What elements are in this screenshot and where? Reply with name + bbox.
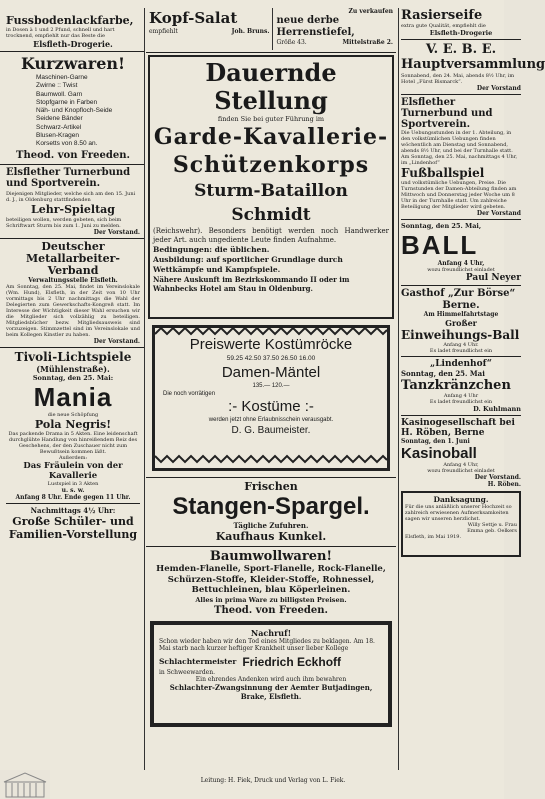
sturm-title: Sturm-Bataillon Schmidt [194, 181, 348, 225]
zufuhren-text: Tägliche Zufuhren. [233, 521, 309, 530]
tanz-anfang: Anfang 4 Uhr [443, 393, 479, 399]
kunkel-name: Kaufhaus Kunkel. [215, 530, 327, 543]
damen-title: Damen-Mäntel [221, 364, 321, 381]
preise-kostuemroecke: 59.25 42.50 37.50 26.50 16.00 [226, 355, 316, 362]
ausverkauft-text: werden jetzt ohne Erlaubnisschein verausgabt. [208, 417, 334, 423]
herrenstiefel-text: neue derbe Herrenstiefel, [276, 15, 355, 38]
tanz-einl: Es ladet freundlichst ein [429, 399, 493, 405]
fussball-text: und volkstümliche Uebungen, Preise. Die Turnstunden der Damen-Abteilung finden am Mittwoch und Donnerstag jeder Woche um 8 Uhr in der Turnhalle statt. Um zahlreiche Beteiligung der Mitglieder wird gebeten. [401, 180, 517, 210]
andenken-text: Ein ehrendes Andenken wird auch ihm bewahren [195, 675, 347, 683]
einweihung-title: Einweihungs-Ball [401, 328, 520, 342]
kasino-anfang: Anfang 4 Uhr, [443, 462, 479, 468]
kurzwaren-title: Kurzwaren! [20, 54, 126, 73]
eckhoff-name: Friedrich Eckhoff [242, 654, 342, 669]
column-center [146, 0, 396, 727]
danksagung-box [401, 491, 521, 557]
ball-title: BALL [401, 230, 479, 260]
list-item: Stopfgarne in Farben [36, 98, 98, 106]
turner2-sign: Der Vorstand [476, 210, 521, 217]
list-item: Zwirne :: Twist [36, 82, 78, 90]
dank-place: Elsfleth, im Mai 1919. [405, 534, 462, 540]
turner2-title: Elsflether Turnerbund und Sportverein. [401, 97, 493, 130]
kopfsalat-title: Kopf-Salat [149, 9, 238, 27]
lindenhof-title: „Lindenhof“ [430, 359, 492, 369]
spieltag-title: Lehr-Spieltag [31, 202, 115, 216]
nachruf-title: Nachruf! [250, 627, 292, 638]
baumwoll-text: Hemden-Flanelle, Sport-Flanelle, Rock-Flanelle, Schürzen-Stoffe, Kleider-Stoffe, Rohnessel, Bettuchleinen, blau Köperleinen. [156, 564, 386, 595]
preiswerte-title: Preiswerte Kostümröcke [189, 336, 353, 353]
ball-einl: wozu freundlichst einladet [427, 267, 495, 273]
tanz-title: Tanzkränzchen [401, 378, 511, 393]
garde-title: Garde-Kavallerie- [153, 124, 389, 150]
kasino-sign2: H. Röben. [487, 481, 521, 488]
stellung-ad [148, 55, 394, 319]
baumwoll-sub: Alles in prima Ware zu billigsten Preisen. [195, 595, 347, 604]
lind-date: Sonntag, den 25. Mai [401, 369, 485, 378]
himmel-text: Am Himmelfahrtstage [423, 311, 499, 318]
ball-date: Sonntag, den 25. Mai, [401, 222, 482, 230]
rasier-text: extra gute Qualität, empfiehlt die [401, 23, 486, 29]
dauernde-title: Dauernde Stellung [205, 58, 337, 115]
column-rule [144, 8, 145, 770]
turner-text: Diejenigen Mitglieder, welche sich am den 15. Juni d. J., in Oldenburg stattfindenden [6, 190, 136, 203]
ausbildung-text: Ausbildung: auf sportlicher Grundlage durch Wettkämpfe und Kampfspiele. [153, 255, 343, 274]
turner-sign: Der Vorstand. [93, 228, 140, 236]
schweewarden-text: in Schweewarden. [159, 668, 216, 676]
bedingungen-text: Bedingungen: die üblichen. [153, 245, 270, 254]
list-item: Seidene Bänder [36, 115, 83, 123]
anfang-text: Anfang 8 Uhr. Ende gegen 11 Uhr. [15, 493, 131, 501]
reichswehr-text: (Reichswehr). Besonders benötigt werden noch Handwerker jeder Art. auch ungediente Leute finden Aufnahme. [153, 227, 389, 244]
dank-name2: Emma geb. Oelkers [467, 528, 517, 534]
spargel-title: Stangen-Spargel. [172, 493, 370, 520]
mittelstrasse-text: Mittelstraße 2. [342, 39, 393, 46]
verband-sign: Der Vorstand. [93, 337, 140, 345]
list-item: Baumwoll. Garn [36, 90, 83, 98]
nachm-text: Nachmittags 4½ Uhr: [30, 505, 116, 515]
vorraetig-text: Die noch vorrätigen [163, 391, 216, 397]
neyer-name: Paul Neyer [465, 273, 521, 283]
ball-anfang: Anfang 4 Uhr, [437, 260, 485, 267]
usw: u. s. w. [61, 486, 85, 494]
kavallerie-title: Das Fräulein von der Kavallerie [23, 460, 123, 481]
nachruf-ad [150, 621, 392, 727]
list-item: Schwarz-Artikel [36, 123, 82, 131]
kavallerie-sub: Lustspiel in 3 Akten [47, 480, 99, 487]
fussboden-title: Fussbodenlackfarbe, [6, 14, 134, 27]
verkaufen-text: Zu verkaufen [348, 8, 393, 15]
footer-impressum: Leitung: H. Fiek, Druck und Verlag von L. Fiek. [200, 777, 346, 784]
baumwoll-title: Baumwollwaren! [209, 549, 333, 564]
groesse-text: Größe 43. [276, 39, 307, 46]
auskunft-text: Nähere Auskunft im Bezirkskommando II oder im Wahnbecks Hotel am Stau in Oldenburg. [153, 275, 350, 293]
verband-title: Deutscher Metallarbeiter-Verband [26, 239, 120, 277]
baumeister-ad [152, 325, 390, 471]
schlachter-text: Schlachtermeister [159, 657, 237, 666]
list-item: Näh- und Knopfloch-Seide [36, 107, 113, 115]
kasino-sign: Der Vorstand. [474, 474, 521, 481]
kuhlmann-name: D. Kuhlmann [473, 405, 521, 413]
kasino-date: Sonntag, den 1. Juni [401, 438, 470, 445]
rasierseife-title: Rasierseife [401, 8, 483, 23]
baumwoll-shop: Theod. von Freeden. [214, 604, 328, 616]
library-building-logo [0, 770, 50, 799]
verband-text: Am Sonntag, den 25. Mai, findet im Vereinslokale (Wm. Hund), Elsfleth, in der Zeit von 10 Uhr vormittags bis 2 Uhr nachmittags die Wahl der Delegierten zum Gewerkschafts-Kongreß statt. Im Interesse der Wichtigkeit dieser Wahl ersuchen wir die Mitglieder sich vollzählig zu beteiligen. Mitgliedsbücher bezw. Mitgliedsausweis sind vorzuzeigen. Stimmzettel sind im Vereinslokale und beim Kollegen Kinstler zu haben. [6, 283, 140, 338]
kurzwaren-shop: Theod. von Freeden. [16, 149, 130, 161]
gasthof-title: Gasthof „Zur Börse“ [401, 288, 516, 299]
mania-sub: die neue Schöpfung [47, 411, 99, 418]
kasinoball-title: Kasinoball [401, 445, 477, 462]
verband-sub: Verwaltungsstelle Elsfleth. [28, 276, 118, 284]
dank-name: Willy Settje u. Frau [467, 522, 517, 528]
kurzwaren-list [6, 74, 140, 149]
haupt-text: Sonnabend, den 24. Mai, abends 8½ Uhr, im Hotel „Fürst Bismarck“. [401, 73, 515, 85]
turner-title: Elsflether Turnerbund und Sportverein. [6, 166, 131, 189]
kopfsalat-name: Joh. Bruns. [231, 28, 270, 35]
frischen-text: Frischen [244, 480, 298, 493]
list-item: Maschinen-Garne [36, 74, 88, 81]
schueler-title: Große Schüler- und Familien-Vorstellung [8, 514, 138, 541]
nachruf-text: Schon wieder haben wir den Tod eines Mitgliedes zu beklagen. Am 18. Mai starb nach kurzer heftiger Krankheit unser lieber Kollege [159, 637, 375, 652]
kasino-einl: wozu freundlichst einladet [427, 468, 495, 474]
turner2-text: Die Uebungsstunden in der 1. Abteilung, in den volkstümlichen Uebungen finden wöchentlich am Dienstag und Sonnabend, abends 8½ Uhr, und bei der Turnhalle statt. Am Sonntag, den 25. Mai, nachmittags 4 Uhr, im „Lindenhof“ [401, 130, 518, 166]
berne-text: Berne. [442, 300, 480, 311]
tivoli-sub: (Mühlenstraße). [36, 363, 110, 374]
haupt-title: Hauptversammlung [401, 57, 545, 72]
innung-text: Schlachter-Zwangsinnung der Aemter Butjadingen, Brake, Elsfleth. [169, 682, 373, 701]
list-item: Blusen-Kragen [36, 132, 79, 140]
kasino-title: Kasinogesellschaft bei H. Röben, Berne [401, 418, 515, 438]
preise-maentel: 135.— 120.— [252, 383, 290, 389]
haupt-sign: Der Vorstand [476, 85, 521, 92]
baumeister-name: D. G. Baumeister. [231, 425, 311, 436]
mania-title: Mania [33, 381, 113, 412]
finden-text: finden Sie bei guter Führung im [217, 115, 325, 123]
kostueme-title: :- Kostüme :- [228, 398, 314, 415]
tivoli-title: Tivoli-Lichtspiele [14, 349, 132, 364]
dank-text: Für die uns anläßlich unserer Hochzeit so zahlreich erwiesenen Aufmerksamkeiten sagen wir unseren herzlichst. [405, 504, 512, 522]
vbe-title: V. E. B. E. [425, 42, 497, 57]
einw-einl: Es ladet freundlichst ein [429, 348, 493, 354]
column-left [0, 0, 144, 541]
spieltag-text: beteiligen wollen, werden gebeten, sich beim Schriftwart Sturm bis zum 1. Juni zu melden. [6, 216, 122, 229]
ausserdem: Außerdem: [58, 454, 88, 461]
schuetzen-title: Schützenkorps [172, 152, 370, 178]
column-right [398, 0, 545, 557]
grosser-text: Großer [445, 318, 477, 328]
mania-text: Das packende Drama in 5 Akten. Eine leidenschaft durchglühte Handlung von hinreißendem Reiz des Geschehens, der den Zuschauer nicht zum Bewußtsein kommen läßt. [8, 430, 138, 455]
fussboden-shop: Elsfleth-Drogerie. [33, 39, 113, 49]
fussball-title: Fußballspiel [401, 166, 485, 180]
kopfsalat-by: empfiehlt [149, 28, 178, 35]
pola-negri: Pola Negris! [34, 417, 112, 431]
list-item: Korsetts von 8.50 an. [36, 140, 98, 148]
rasier-shop: Elsfleth-Drogerie [429, 29, 493, 37]
einw-anfang: Anfang 4 Uhr. [443, 342, 479, 348]
fussboden-text: in Dosen à 1 und 2 Pfund, schnell und hart trocknend, empfiehlt nur das Beste die [6, 27, 115, 39]
tivoli-date: Sonntag, den 25. Mai: [32, 373, 114, 382]
danksagung-title: Danksagung. [433, 495, 489, 504]
